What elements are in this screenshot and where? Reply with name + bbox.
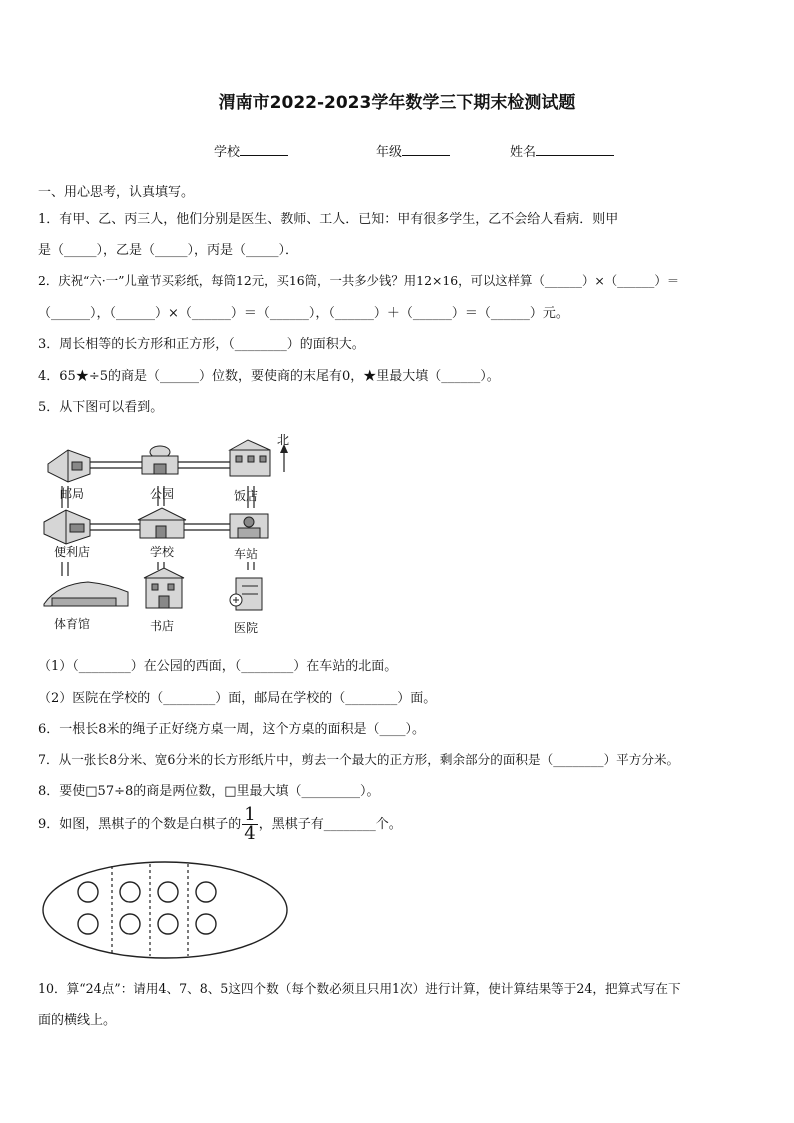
q5-sub2: （2）医院在学校的（________）面，邮局在学校的（________）面。 [38,691,437,706]
label-post-office: 邮局 [60,487,85,501]
label-convenience-store: 便利店 [54,545,91,559]
label-bookstore: 书店 [150,619,175,633]
chess-piece [196,882,216,902]
grade-label: 年级 [376,145,403,160]
q8: 8．要使□57÷8的商是两位数，□里最大填（_________）。 [38,784,380,799]
hospital-icon [230,578,262,610]
chess-piece [196,914,216,934]
q3: 3．周长相等的长方形和正方形，（________）的面积大。 [38,337,365,352]
park-icon [142,446,178,474]
school-label: 学校 [214,145,241,160]
fraction-numerator: 1 [244,804,256,825]
q9-text-a: 9．如图，黑棋子的个数是白棋子的 [38,817,242,832]
label-hotel: 饭店 [234,489,259,503]
name-field[interactable] [510,141,614,160]
chess-piece [158,914,178,934]
gym-icon [44,582,128,606]
section-heading: 一、用心思考，认真填写。 [38,185,195,200]
north-arrow-icon [280,444,288,472]
fraction-denominator: 4 [244,823,256,844]
grade-field[interactable] [376,141,450,160]
q5-sub1: （1）（________）在公园的西面，（________）在车站的北面。 [38,659,398,674]
north-label: 北 [277,433,290,447]
school-blank[interactable] [240,143,288,156]
name-label: 姓名 [510,145,537,160]
q4: 4．65★÷5的商是（______）位数，要使商的末尾有0，★里最大填（______）。 [38,369,500,384]
school-field[interactable] [214,141,288,160]
chess-piece [158,882,178,902]
chess-figure [40,858,290,962]
bookstore-icon [144,568,184,608]
q2-line1: 2．庆祝“六·一”儿童节买彩纸，每筒12元，买16筒，一共多少钱？用12×16，可以这样算（______）×（______）＝ [38,273,680,288]
label-school: 学校 [150,545,175,559]
post-office-icon [48,450,90,482]
q9 [38,806,402,843]
q6: 6．一根长8米的绳子正好绕方桌一周，这个方桌的面积是（____）。 [38,722,426,737]
chess-piece [120,914,140,934]
grade-blank[interactable] [402,143,450,156]
q7: 7．从一张长8分米、宽6分米的长方形纸片中，剪去一个最大的正方形，剩余部分的面积是（________）平方分米。 [38,752,680,767]
chess-piece [120,882,140,902]
convenience-store-icon [44,510,90,544]
label-park: 公园 [150,487,175,501]
school-icon [138,508,186,538]
page-title: 渭南市2022-2023学年数学三下期末检测试题 [218,93,576,113]
town-map [38,428,300,640]
chess-piece [78,914,98,934]
q1-line1: 1．有甲、乙、丙三人，他们分别是医生、教师、工人．已知：甲有很多学生，乙不会给人看病．则甲 [38,212,619,227]
hotel-icon [230,440,270,476]
fraction [242,806,257,843]
q1-line2: 是（_____），乙是（_____），丙是（_____）． [38,243,299,258]
q10-line2: 面的横线上。 [38,1013,117,1028]
label-hospital: 医院 [234,621,259,635]
oval-outline [43,862,287,958]
label-station: 车站 [234,547,259,561]
label-gym: 体育馆 [54,617,91,631]
q2-line2: （______），（______）×（______）＝（______），（______）＋（______）＝（______）元。 [38,306,569,321]
station-icon [230,514,268,538]
q5: 5．从下图可以看到。 [38,400,164,415]
q9-text-b: ，黑棋子有________个。 [258,817,402,832]
chess-piece [78,882,98,902]
name-blank[interactable] [536,143,614,156]
q10-line1: 10．算“24点”：请用4、7、8、5这四个数（每个数必须且只用1次）进行计算，使计算结果等于24，把算式写在下 [38,981,681,996]
